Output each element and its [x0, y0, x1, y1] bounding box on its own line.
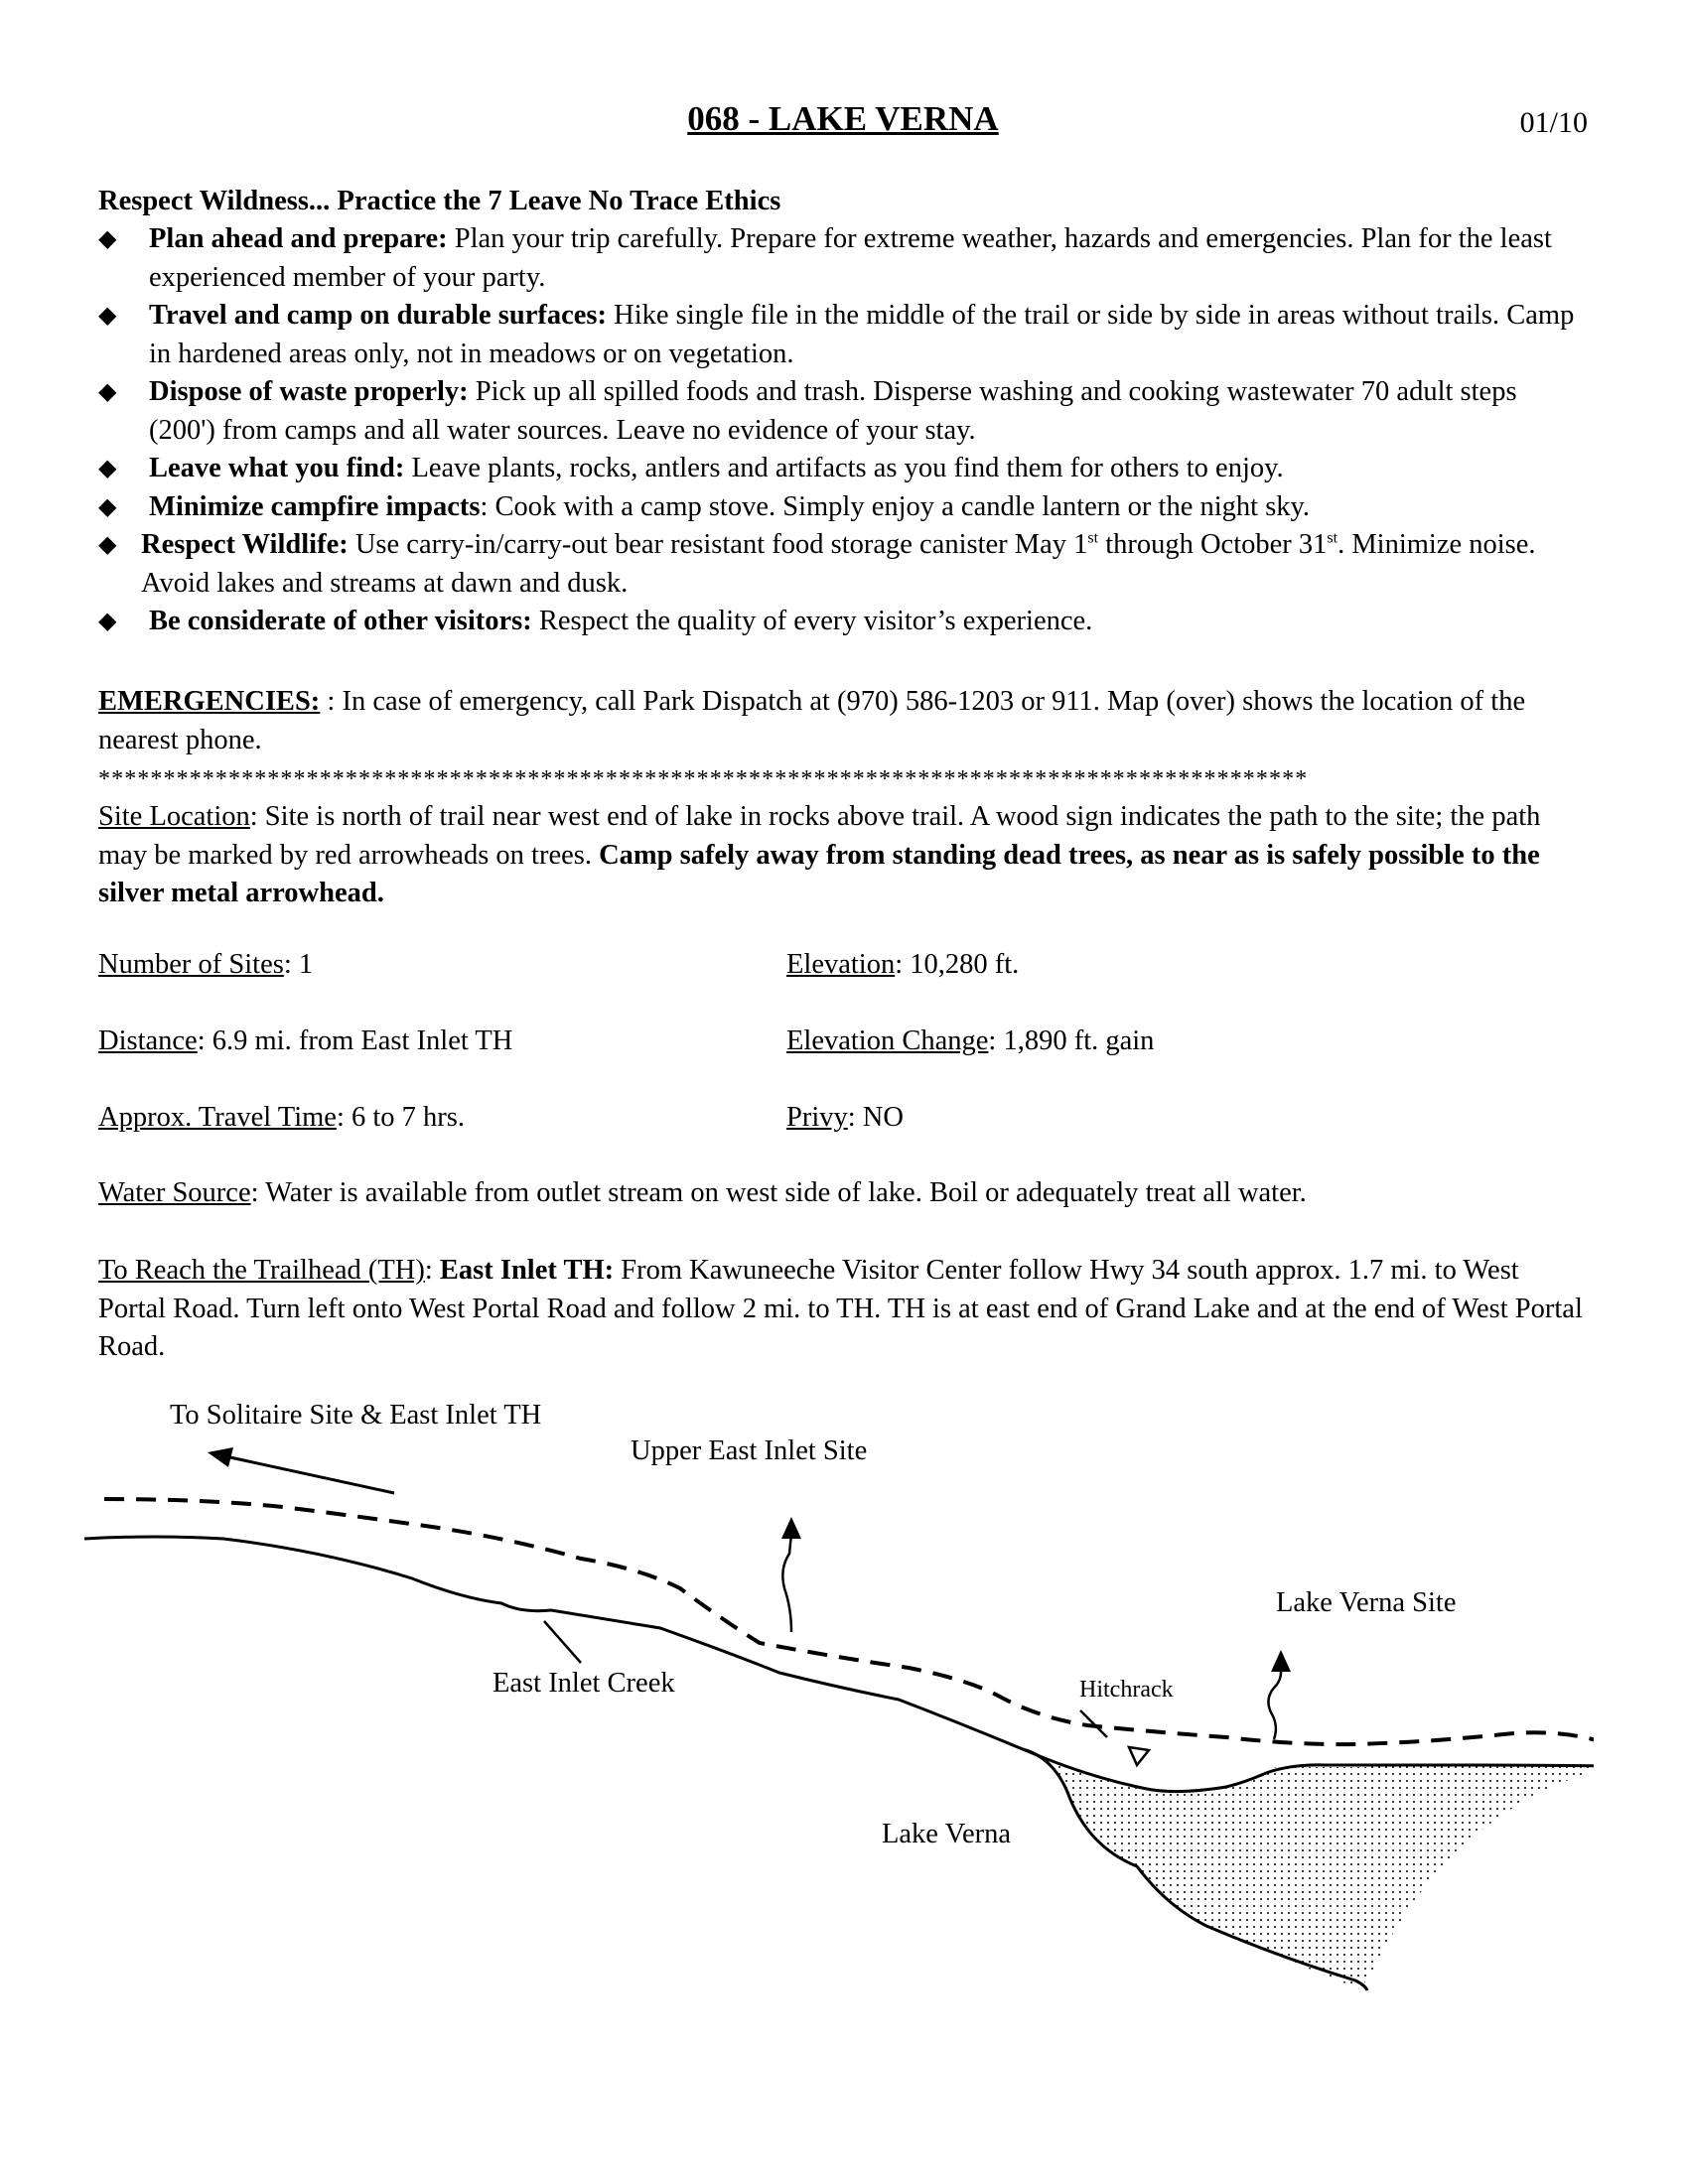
separator-line: ********************************************************************************************* — [98, 766, 1309, 792]
site-location-warning: Camp safely away from standing dead trees, as near as is safely possible to the silver metal arrowhead. — [98, 839, 1540, 908]
list-item — [98, 603, 1588, 641]
elevation — [786, 946, 1019, 985]
ethic-text: Hike single file in the middle of the trail or side by side in areas without trails. Camp in hardened areas only, not in meadows or on vegetation. — [149, 300, 1575, 369]
fact-label: Distance — [98, 1025, 198, 1056]
fact-label: Approx. Travel Time — [98, 1102, 337, 1133]
trailhead-colon: : — [424, 1255, 440, 1286]
ethic-text: : Cook with a camp stove. Simply enjoy a candle lantern or the night sky. — [480, 490, 1311, 522]
diamond-bullet-icon: ◆ — [98, 493, 117, 520]
fact-value: : 6.9 mi. from East Inlet TH — [197, 1025, 513, 1056]
ethic-text: Leave plants, rocks, antlers and artifacts as you find them for others to enjoy. — [404, 453, 1284, 483]
water-source-section — [98, 1174, 1588, 1213]
facts-row — [98, 1099, 1588, 1139]
site-location-text: : Site is north of trail near west end of lake in rocks above trail. A wood sign indicates the path to the site; the path may be marked by red arrowheads on trees. — [98, 801, 1541, 871]
label-lake-verna: Lake Verna — [882, 1819, 1012, 1849]
trailhead-label: To Reach the Trailhead (TH) — [98, 1255, 425, 1286]
travel-time — [98, 1102, 465, 1133]
ethic-title: Dispose of waste properly: — [149, 376, 469, 407]
page-title: 068 - LAKE VERNA — [687, 99, 999, 138]
emergencies-section — [98, 683, 1588, 759]
arrow-to-solitaire-icon — [225, 1456, 394, 1493]
upper-east-inlet-spur — [782, 1534, 791, 1632]
diamond-bullet-icon: ◆ — [98, 609, 117, 634]
emergencies-text: : In case of emergency, call Park Dispatch at (970) 586-1203 or 911. Map (over) shows the location of the nearest phone. — [98, 686, 1526, 755]
ethic-text: through October 31 — [1098, 529, 1328, 560]
fact-value: : 1 — [283, 949, 314, 980]
list-item — [98, 297, 1588, 373]
east-inlet-creek-line — [84, 1537, 1594, 1792]
arrowhead-icon — [1271, 1650, 1291, 1672]
label-upper-east-inlet: Upper East Inlet Site — [631, 1435, 868, 1466]
list-item — [98, 373, 1588, 450]
ethic-text: Pick up all spilled foods and trash. Disperse washing and cooking wastewater 70 adult steps (200') from camps and all water sources. Leave no evidence of your stay. — [149, 376, 1517, 446]
fact-value: : NO — [847, 1102, 904, 1133]
label-to-solitaire: To Solitaire Site & East Inlet TH — [170, 1400, 542, 1431]
trailhead-section — [98, 1252, 1588, 1367]
diamond-bullet-icon: ◆ — [98, 379, 117, 405]
emergencies-label: EMERGENCIES: — [98, 686, 321, 717]
superscript: st — [1087, 529, 1099, 547]
facts-row — [98, 1023, 1588, 1062]
ethic-title: Travel and camp on durable surfaces: — [149, 300, 608, 331]
trailhead-text: From Kawuneeche Visitor Center follow Hwy 34 south approx. 1.7 mi. to West Portal Road. Turn left onto West Portal Road and follow 2 mi. to TH. TH is at east end of Grand Lake and at the end of West Portal Road. — [98, 1255, 1583, 1362]
number-of-sites — [98, 949, 313, 980]
label-lake-verna-site: Lake Verna Site — [1276, 1587, 1457, 1618]
list-item — [98, 450, 1588, 488]
fact-value: : 6 to 7 hrs. — [336, 1102, 465, 1133]
fact-label: Privy — [786, 1102, 848, 1133]
ethic-text: Plan your trip carefully. Prepare for extreme weather, hazards and emergencies. Plan for the least experienced member of your party. — [149, 223, 1552, 293]
ethic-title: Plan ahead and prepare: — [149, 223, 448, 254]
arrowhead-icon — [208, 1447, 233, 1467]
diamond-bullet-icon: ◆ — [98, 532, 117, 558]
diamond-bullet-icon: ◆ — [98, 456, 117, 481]
ethic-title: Minimize campfire impacts — [149, 490, 481, 522]
revision-date: 01/10 — [1519, 106, 1588, 139]
label-east-inlet-creek: East Inlet Creek — [492, 1668, 675, 1699]
trailhead-name: East Inlet TH: — [439, 1255, 615, 1286]
ethic-title: Be considerate of other visitors: — [149, 606, 532, 636]
fact-label: Elevation Change — [786, 1025, 989, 1056]
ethic-title: Respect Wildlife: — [141, 529, 349, 560]
trail-map — [84, 1390, 1594, 2005]
fact-label: Elevation — [786, 949, 896, 980]
water-source-label: Water Source — [98, 1177, 251, 1208]
creek-leader-line — [544, 1621, 581, 1663]
lake-fill — [1023, 1749, 1594, 1989]
fact-label: Number of Sites — [98, 949, 284, 980]
diamond-bullet-icon: ◆ — [98, 226, 117, 252]
water-source-text: : Water is available from outlet stream on west side of lake. Boil or adequately treat all water. — [250, 1177, 1307, 1208]
site-location-label: Site Location — [98, 801, 250, 832]
arrowhead-icon — [781, 1517, 801, 1539]
ethic-text: . Minimize noise. Avoid lakes and streams at dawn and dusk. — [141, 529, 1536, 599]
distance — [98, 1025, 512, 1056]
label-hitchrack: Hitchrack — [1079, 1677, 1174, 1703]
list-item — [98, 220, 1588, 297]
diamond-bullet-icon: ◆ — [98, 303, 117, 329]
list-item — [98, 488, 1588, 527]
fact-value: : 10,280 ft. — [895, 949, 1020, 980]
superscript: st — [1327, 529, 1338, 547]
document-page — [98, 0, 1588, 2184]
ethic-title: Leave what you find: — [149, 453, 405, 483]
hitchrack-icon — [1129, 1747, 1149, 1765]
list-item — [98, 526, 1588, 603]
fact-value: : 1,890 ft. gain — [988, 1025, 1155, 1056]
ethic-text: Use carry-in/carry-out bear resistant food storage canister May 1 — [348, 529, 1088, 560]
leave-no-trace-heading: Respect Wildness... Practice the 7 Leave No Trace Ethics — [98, 186, 781, 216]
facts-row — [98, 946, 1588, 986]
ethic-text: Respect the quality of every visitor’s experience. — [531, 606, 1093, 636]
site-location-section — [98, 798, 1588, 913]
leave-no-trace-list — [98, 220, 1588, 641]
privy — [786, 1099, 904, 1138]
elevation-change — [786, 1023, 1154, 1061]
lake-verna-site-spur — [1268, 1663, 1281, 1739]
